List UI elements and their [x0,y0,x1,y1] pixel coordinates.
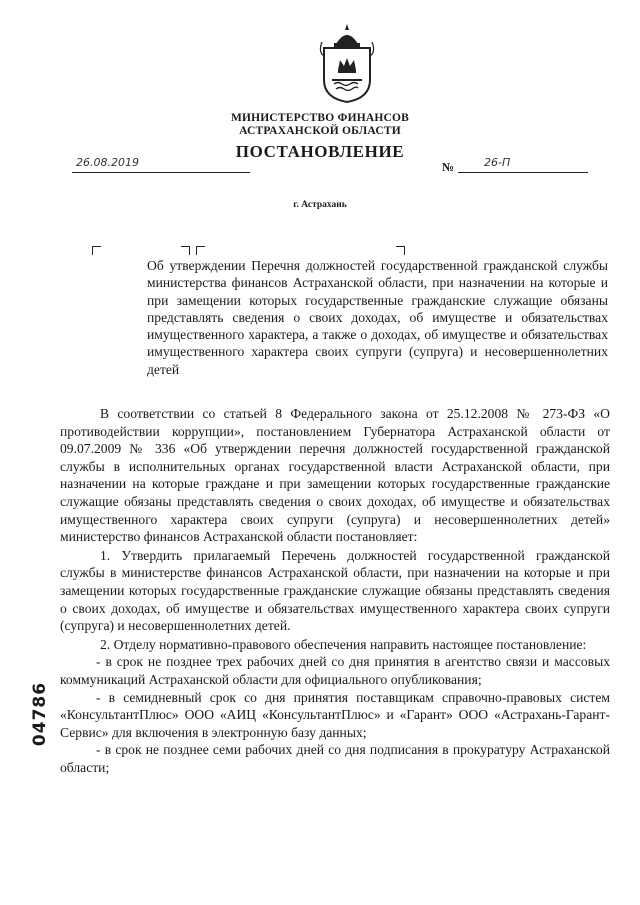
city-name: г. Астрахань [293,200,347,210]
stamp-number: 04786 [30,681,51,747]
document-type: ПОСТАНОВЛЕНИЕ [235,142,405,161]
registration-stamp [24,680,64,750]
document-body [60,405,610,776]
document-title [112,257,608,378]
organization-name [0,112,640,138]
preamble-paragraph: В соответствии со статьей 8 Федерального закона от 25.12.2008 № 273-ФЗ «О противодействии коррупции», постановлением Губернатора Астраханской области от 09.07.2009 № 336 «Об утверждении перечня должностей государственной гражданской службы в исполнительных органах государственной власти Астраханской области, при назначении на которые граждане и при замещении которых государственные гражданские служащие обязаны представлять сведения о своих доходах, об имуществе и обязательствах имущественного характера своих супруги (супруга) и несовершеннолетних детей» министерство финансов Астраханской области постановляет: [60,406,610,545]
title-text: Об утверждении Перечня должностей государственной гражданской службы министерства финансов Астраханской области, при назначении на которые и при замещении которых государственные гражданские служащие обязаны представлять сведения о своих доходах, об имуществе и обязательствах имущественного характера, а также о доходах, об имуществе и обязательствах имущественного характера своих супруги (супруга) и несовершеннолетних детей [147,258,608,377]
bullet-2-paragraph: - в семидневный срок со дня принятия поставщикам справочно-правовых систем «КонсультантПлюс» ООО «АИЦ «КонсультантПлюс» и «Гарант» ООО «Астрахань-Гарант-Сервис» для включения в электронную базу данных; [60,689,610,740]
number-sign: № [442,160,455,174]
document-date: 26.08.2019 [76,156,139,169]
item-1-paragraph: 1. Утвердить прилагаемый Перечень должностей государственной гражданской службы в министерстве финансов Астраханской области, при назначении на которые и при замещении которых государственные гражданские служащие обязаны представлять сведения о своих доходах, об имуществе и обязательствах имущественного характера своих супруги (супруга) и несовершеннолетних детей. [60,547,610,634]
item-2-paragraph: 2. Отделу нормативно-правового обеспечения направить настоящее постановление: [100,636,587,652]
document-number: 26-П [484,156,511,169]
bracket-top-right-2 [396,246,405,255]
bracket-top-left-2 [196,246,205,255]
bracket-top-left-1 [92,246,101,255]
bullet-1-paragraph: - в срок не позднее трех рабочих дней со дня принятия в агентство связи и массовых коммуникаций Астраханской области для официального опубликования; [60,654,610,687]
org-line-1: МИНИСТЕРСТВО ФИНАНСОВ [230,112,410,124]
bracket-top-right-1 [181,246,190,255]
number-underline [458,158,588,173]
bullet-3-paragraph: - в срок не позднее семи рабочих дней со дня подписания в прокуратуру Астраханской области; [60,742,610,775]
coat-of-arms-icon [318,22,376,104]
org-line-2: АСТРАХАНСКОЙ ОБЛАСТИ [239,125,401,137]
